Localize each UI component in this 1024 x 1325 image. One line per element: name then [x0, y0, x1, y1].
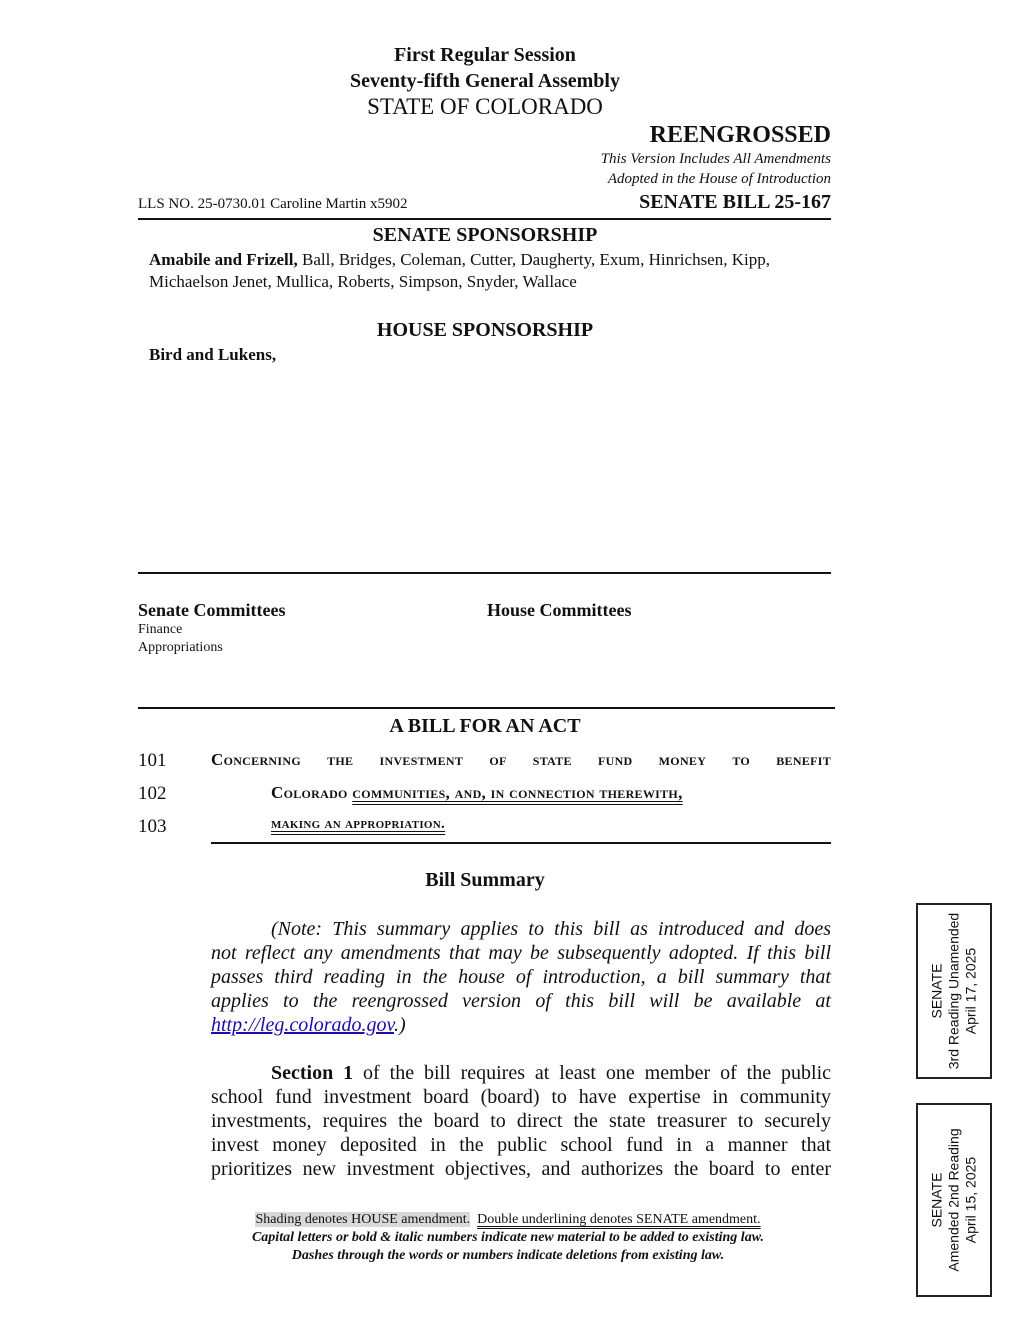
senate-sponsors-line-1 — [149, 250, 770, 270]
note-text: (Note: This summary applies to this bill as introduced and does — [271, 918, 831, 940]
senate-committees-heading: Senate Committees — [138, 600, 286, 620]
bill-title-line — [271, 783, 831, 803]
note-text: not reflect any amendments that may be subsequently adopted. If this bill — [211, 942, 831, 964]
bill-title-line — [271, 816, 445, 833]
section-text: of the bill requires at least one member of the public — [353, 1062, 832, 1084]
senate-second-reading-stamp — [916, 1103, 992, 1297]
section-text: prioritizes new investment objectives, and authorizes the board to enter — [211, 1158, 831, 1180]
senate-amendment-text: communities, and, in connection therewith, — [352, 783, 683, 802]
section-label: Section 1 — [271, 1062, 354, 1084]
summary-note-line — [271, 917, 831, 941]
stamp-action: 3rd Reading Unamended — [945, 912, 962, 1070]
house-shading-note: Shading denotes HOUSE amendment. — [255, 1212, 471, 1227]
version-label: REENGROSSED — [649, 122, 831, 148]
senate-primary-sponsors: Amabile and Frizell, — [149, 250, 298, 269]
senate-cosponsors-2: Michaelson Jenet, Mullica, Roberts, Simpson, Snyder, Wallace — [149, 272, 577, 291]
section-text: investments, requires the board to direct the state treasurer to securely — [211, 1110, 831, 1132]
bill-title-line: Concerning the investment of state fund money to benefit — [211, 750, 831, 769]
senate-underline-note: Double underlining denotes SENATE amendment. — [477, 1212, 761, 1227]
bill-title-bottom-rule — [211, 842, 831, 844]
leg-colorado-link[interactable]: http://leg.colorado.gov — [211, 1014, 394, 1036]
senate-committee-item: Appropriations — [138, 640, 223, 655]
house-committees-heading: House Committees — [487, 600, 632, 620]
section-text: invest money deposited in the public school fund in a manner that — [211, 1134, 831, 1156]
section-1-body — [211, 1085, 831, 1181]
session-title: First Regular Session — [394, 44, 576, 66]
line-number: 103 — [138, 816, 167, 837]
note-text: applies to the reengrossed version of this bill will be available at — [211, 990, 831, 1012]
assembly-title: Seventy-fifth General Assembly — [350, 70, 620, 92]
house-sponsorship-heading: HOUSE SPONSORSHIP — [376, 319, 594, 341]
version-note-2: Adopted in the House of Introduction — [607, 171, 831, 187]
lls-number: LLS NO. 25-0730.01 Caroline Martin x5902 — [138, 196, 408, 212]
stamp-chamber: SENATE — [928, 963, 945, 1019]
dashes-note: Dashes through the words or numbers indicate deletions from existing law. — [291, 1248, 725, 1263]
stamp-action: Amended 2nd Reading — [945, 1128, 962, 1272]
stamp-date: April 15, 2025 — [962, 1156, 979, 1244]
stamp-date: April 17, 2025 — [962, 947, 979, 1035]
version-note-1: This Version Includes All Amendments — [600, 151, 831, 167]
capitals-note: Capital letters or bold & italic numbers indicate new material to be added to existing law. — [251, 1230, 765, 1245]
line-number: 101 — [138, 750, 167, 771]
bill-title-rule — [138, 707, 835, 709]
section-1-first-line — [271, 1061, 831, 1085]
bill-number: SENATE BILL 25-167 — [639, 191, 831, 213]
stamp-text — [929, 913, 980, 1069]
amendment-legend — [48, 1212, 968, 1228]
senate-cosponsors-1: Ball, Bridges, Coleman, Cutter, Daugherty, Exum, Hinrichsen, Kipp, — [301, 250, 770, 269]
senate-sponsorship-heading: SENATE SPONSORSHIP — [372, 224, 598, 246]
note-text: passes third reading in the house of introduction, a bill summary that — [211, 966, 831, 988]
stamp-text — [929, 1128, 980, 1271]
senate-committee-item: Finance — [138, 622, 183, 637]
section-text: school fund investment board (board) to have expertise in community — [211, 1086, 831, 1108]
state-title: STATE OF COLORADO — [367, 94, 603, 119]
note-end: .) — [393, 1014, 406, 1036]
senate-amendment-text: making an appropriation. — [271, 816, 446, 832]
bill-act-heading: A BILL FOR AN ACT — [389, 715, 581, 737]
summary-note-body — [211, 941, 831, 1037]
header-rule — [138, 218, 831, 220]
bill-title-text: Colorado — [271, 783, 353, 802]
line-number: 102 — [138, 783, 167, 804]
senate-third-reading-stamp — [916, 903, 992, 1079]
house-primary-sponsors: Bird and Lukens, — [149, 345, 277, 364]
committees-rule — [138, 572, 831, 574]
bill-summary-heading: Bill Summary — [425, 869, 545, 891]
stamp-chamber: SENATE — [928, 1172, 945, 1228]
